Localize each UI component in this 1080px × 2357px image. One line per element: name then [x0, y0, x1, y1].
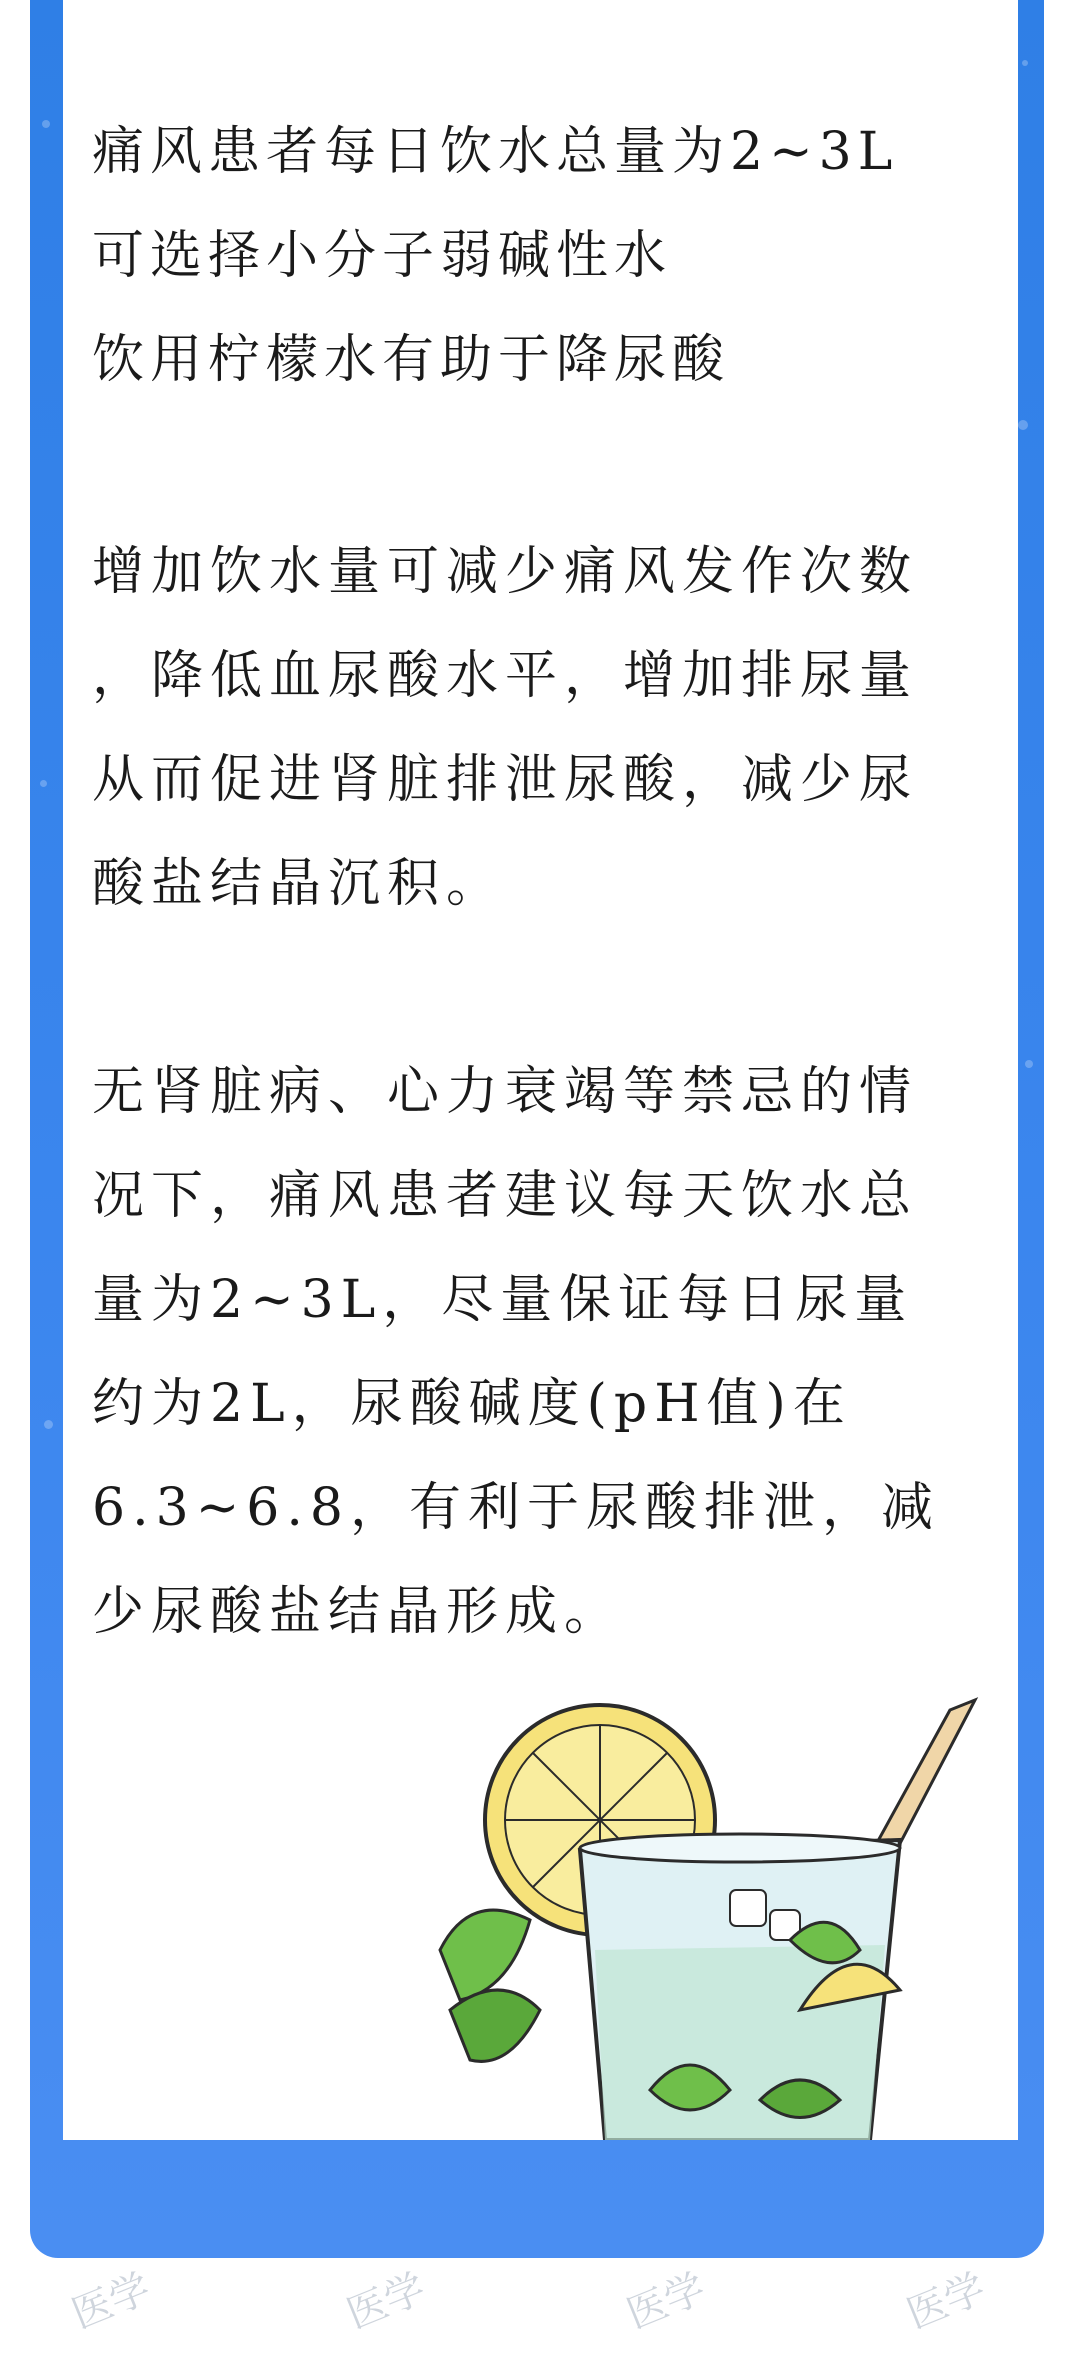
text-line: 酸盐结晶沉积。: [92, 854, 506, 914]
watermark-text: 医学: [900, 2265, 993, 2339]
text-line: ，降低血尿酸水平，增加排尿量: [92, 646, 919, 706]
text-line: 6.3~6.8，有利于尿酸排泄，减: [92, 1478, 940, 1538]
text-line: 无肾脏病、心力衰竭等禁忌的情: [92, 1062, 919, 1122]
text-line: 增加饮水量可减少痛风发作次数: [92, 542, 919, 602]
text-line: 况下，痛风患者建议每天饮水总: [92, 1166, 919, 1226]
watermark-text: 医学: [340, 2265, 433, 2339]
text-line: 可选择小分子弱碱性水: [92, 226, 673, 286]
paragraph-summary: [92, 100, 992, 412]
text-line: 少尿酸盐结晶形成。: [92, 1582, 624, 1642]
text-line: 从而促进肾脏排泄尿酸，减少尿: [92, 750, 919, 810]
paragraph-benefits: [92, 520, 992, 936]
watermark-text: 医学: [620, 2265, 713, 2339]
text-line: 痛风患者每日饮水总量为2~3L: [92, 122, 899, 182]
paragraph-recommendation: [92, 1040, 992, 1664]
text-line: 饮用柠檬水有助于降尿酸: [92, 330, 731, 390]
lemon-water-glass-icon: [430, 1690, 1020, 2140]
watermark-text: 医学: [65, 2265, 158, 2339]
text-line: 约为2L，尿酸碱度(pH值)在: [92, 1374, 852, 1434]
text-line: 量为2~3L，尽量保证每日尿量: [92, 1270, 914, 1330]
